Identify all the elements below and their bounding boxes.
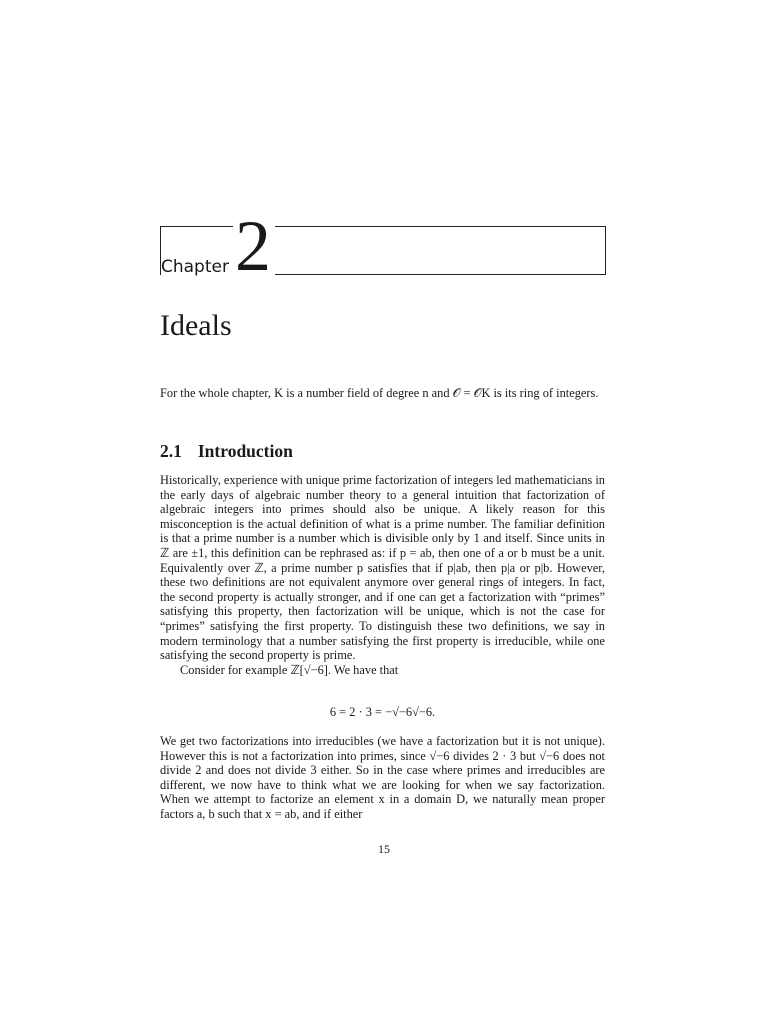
body-block-2 xyxy=(160,734,605,822)
chapter-label: Chapter xyxy=(161,257,235,277)
paragraph-1: Historically, experience with unique prime factorization of integers led mathematicians in the early days of algebraic number theory to a general intuition that factorization of algebraic integers into primes should also be unique. A likely reason for this misconception is the actual definition of what is a prime number. The familiar definition is that a prime number is a number which is divisible only by 1 and itself. Since units in ℤ are ±1, this definition can be rephrased as: if p = ab, then one of a or b must be a unit. Equivalently over ℤ, a prime number p satisfies that if p|ab, then p|a or p|b. However, these two definitions are not equivalent anymore over general rings of integers. In fact, the second property is actually stronger, and if one can get a factorization with “primes” satisfying this property, then factorization will be unique, which is not the case for “primes” satisfying the first property. To distinguish these two definitions, we say in modern terminology that a number satisfying the first property is irreducible, while one satisfying the second property is prime. xyxy=(160,473,605,663)
section-heading xyxy=(160,440,293,462)
equation: 6 = 2 · 3 = −√−6√−6. xyxy=(329,705,436,719)
body-block-1 xyxy=(160,473,605,677)
intro-text: For the whole chapter, K is a number field of degree n and 𝒪 = 𝒪K is its ring of integers. xyxy=(160,386,599,400)
section-title: Introduction xyxy=(197,441,293,461)
paragraph-2: Consider for example ℤ[√−6]. We have that xyxy=(180,662,399,677)
intro-paragraph xyxy=(160,386,605,401)
page-number: 15 xyxy=(378,842,390,856)
chapter-title: Ideals xyxy=(160,309,232,342)
paragraph-3: We get two factorizations into irreducibles (we have a factorization but it is not unique). However this is not a factorization into primes, since √−6 divides 2 · 3 but √−6 does not divide 2 and does not divide 3 either. So in the case where primes and irreducibles are different, we now have to think what we are looking for when we say factorization. When we attempt to factorize an element x in a domain D, we naturally mean proper factors a, b such that x = ab, and if either xyxy=(160,734,605,821)
chapter-number: 2 xyxy=(233,210,275,282)
section-number: 2.1 xyxy=(160,441,182,461)
